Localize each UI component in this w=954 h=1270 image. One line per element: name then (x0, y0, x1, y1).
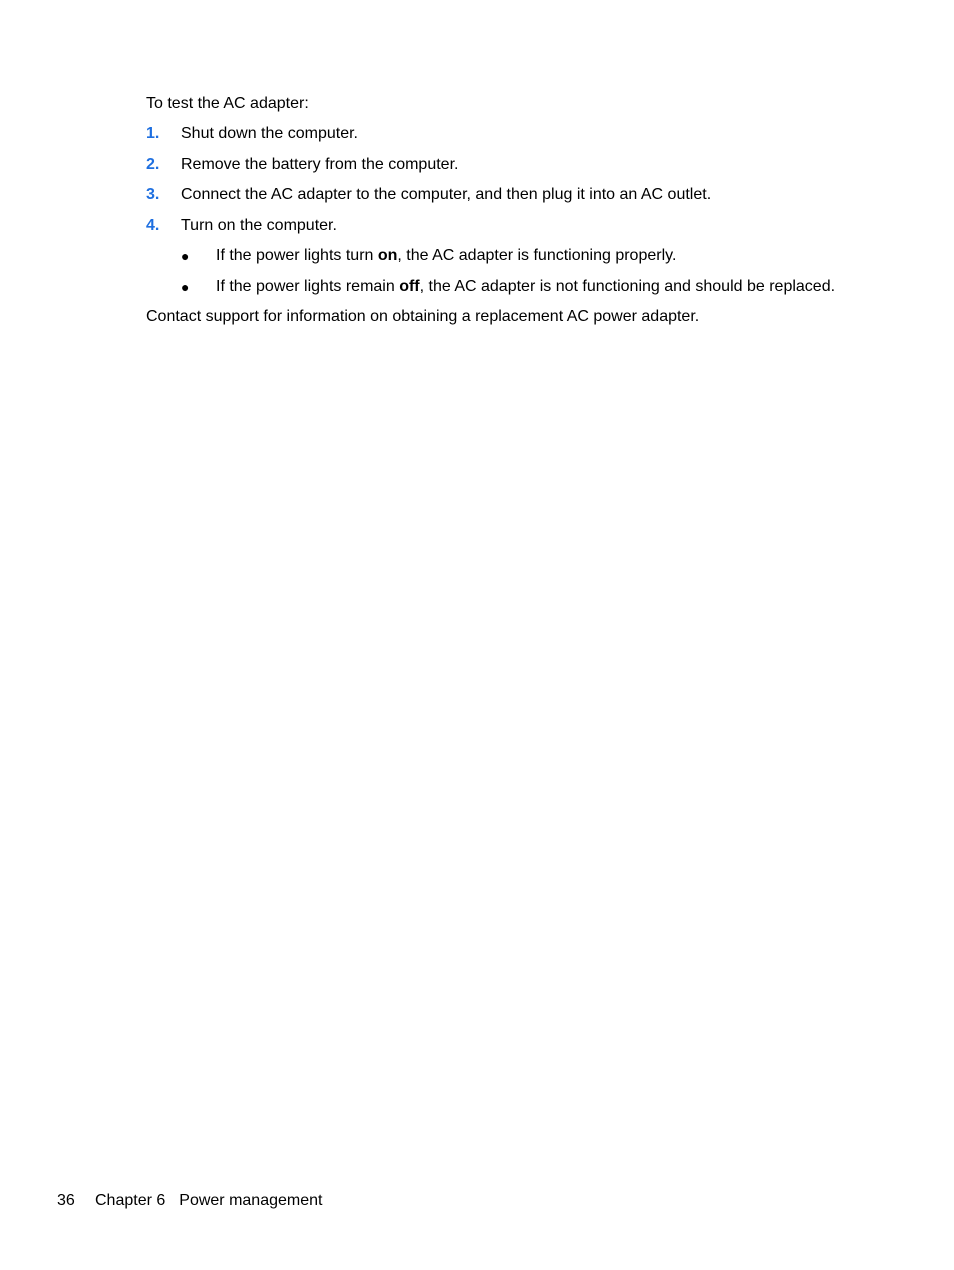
step-number: 1. (146, 125, 160, 142)
bullet-text-bold: on (377, 247, 398, 264)
step-text: Connect the AC adapter to the computer, and then plug it into an AC outlet. (181, 186, 712, 203)
bullet-icon: ● (181, 279, 190, 295)
bullet-text (216, 246, 676, 266)
page-number: 36 (57, 1192, 75, 1209)
bullet-icon: ● (181, 248, 190, 264)
bullet-text-after: , the AC adapter is not functioning and should be replaced. (419, 278, 836, 295)
step-number: 4. (146, 217, 160, 234)
intro-text: To test the AC adapter: (146, 95, 309, 112)
bullet-text-before: If the power lights remain (216, 278, 400, 295)
footer-section: Power management (179, 1192, 323, 1209)
closing-text: Contact support for information on obtaining a replacement AC power adapter. (146, 308, 700, 325)
page-footer (57, 1191, 322, 1211)
step-text: Shut down the computer. (181, 125, 358, 142)
step-number: 2. (146, 156, 160, 173)
bullet-text-bold: off (399, 278, 420, 295)
step-number: 3. (146, 186, 160, 203)
bullet-text (216, 277, 835, 297)
footer-chapter: Chapter 6 (95, 1192, 166, 1209)
bullet-text-before: If the power lights turn (216, 247, 378, 264)
step-text: Turn on the computer. (181, 217, 337, 234)
bullet-text-after: , the AC adapter is functioning properly. (397, 247, 677, 264)
step-text: Remove the battery from the computer. (181, 156, 459, 173)
